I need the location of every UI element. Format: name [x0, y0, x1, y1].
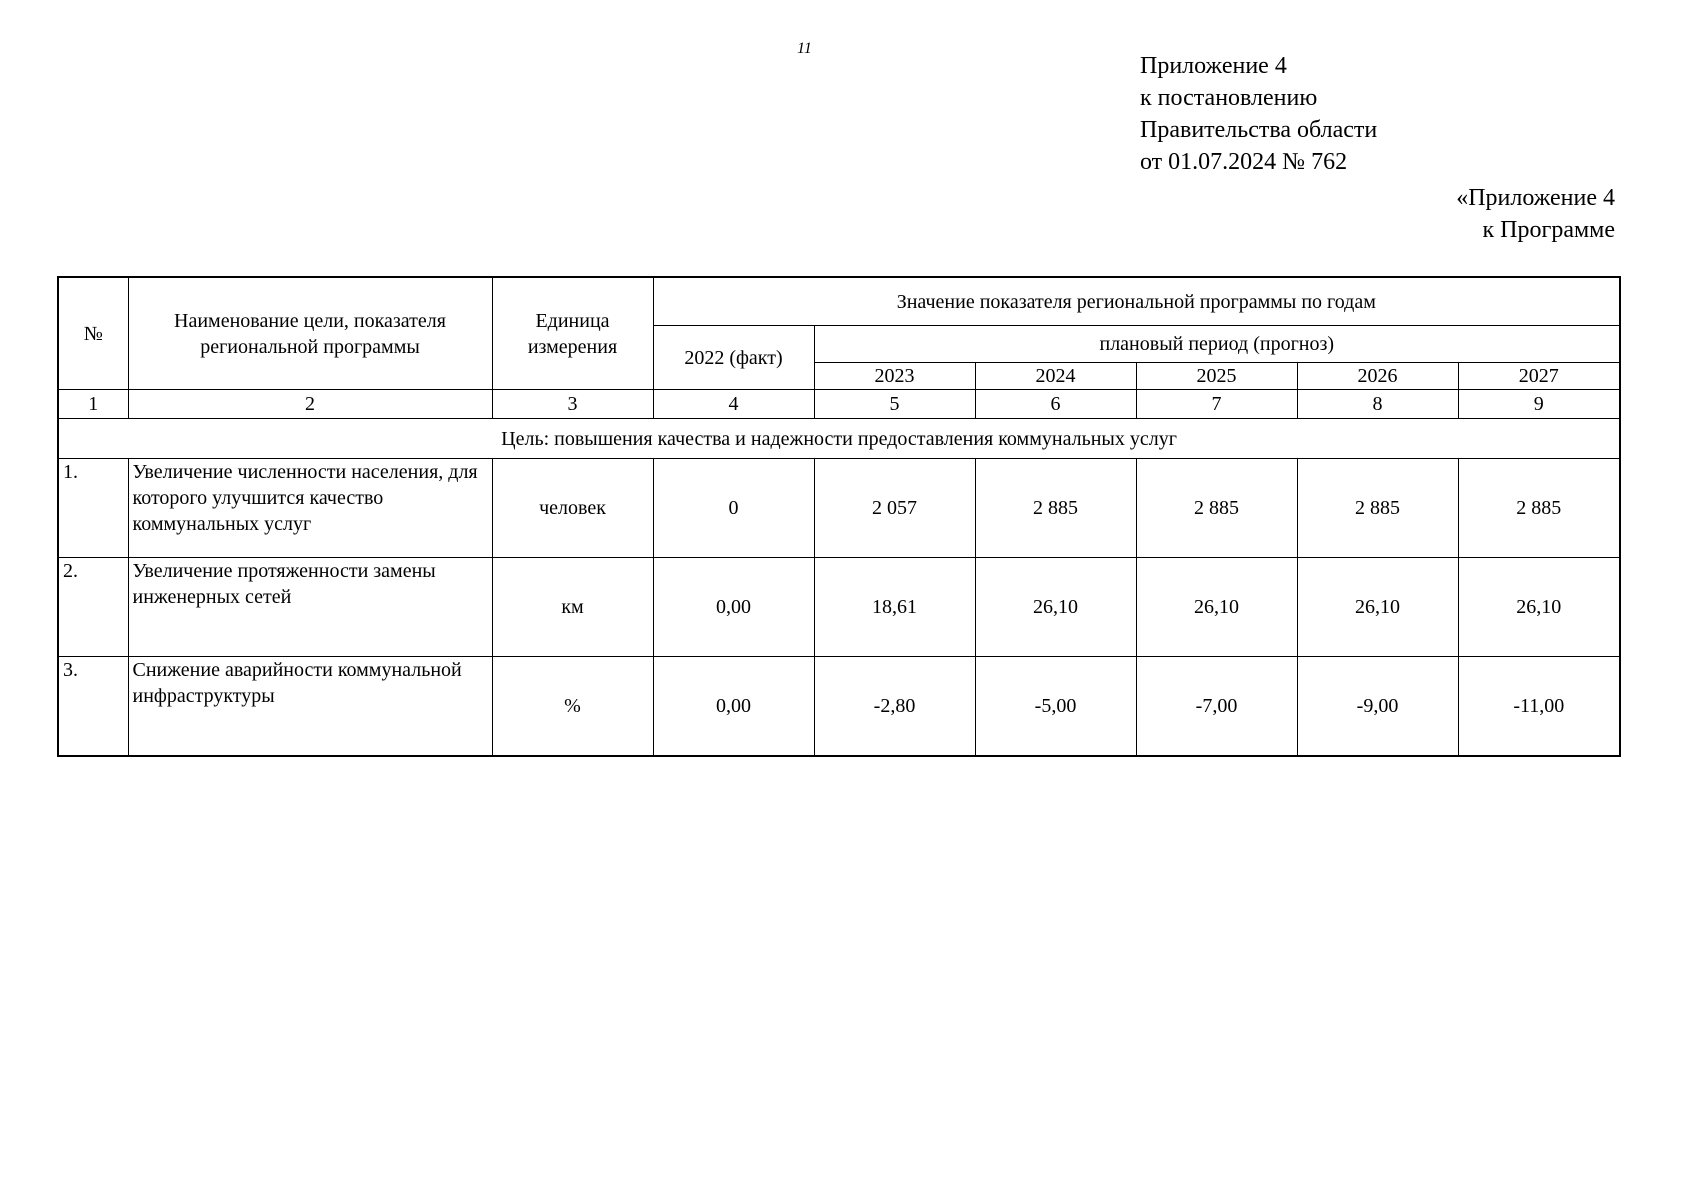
approval-line: к постановлению [1140, 85, 1318, 111]
row-value: -9,00 [1297, 657, 1458, 757]
row-number: 1. [58, 459, 128, 558]
column-number: 4 [653, 390, 814, 419]
row-value: -7,00 [1136, 657, 1297, 757]
annex-line: «Приложение 4 [1456, 185, 1615, 211]
header-year: 2023 [814, 363, 975, 390]
column-number: 1 [58, 390, 128, 419]
approval-line: Правительства области [1140, 117, 1378, 143]
row-value: 2 885 [1458, 459, 1620, 558]
row-value: -11,00 [1458, 657, 1620, 757]
goal-row: Цель: повышения качества и надежности предоставления коммунальных услуг [58, 419, 1620, 459]
approval-block [1140, 50, 1377, 178]
annex-block [1456, 182, 1615, 246]
header-year: 2024 [975, 363, 1136, 390]
header-name: Наименование цели, показателя региональной программы [128, 277, 492, 390]
row-name: Снижение аварийности коммунальной инфраструктуры [128, 657, 492, 757]
header-year: 2026 [1297, 363, 1458, 390]
header-year: 2027 [1458, 363, 1620, 390]
page-number: 11 [797, 40, 812, 57]
row-number: 3. [58, 657, 128, 757]
row-name: Увеличение протяженности замены инженерных сетей [128, 558, 492, 657]
row-number: 2. [58, 558, 128, 657]
header-values-group: Значение показателя региональной программы по годам [653, 277, 1620, 326]
row-unit: % [492, 657, 653, 757]
annex-line: к Программе [1482, 217, 1615, 243]
row-value: 26,10 [1297, 558, 1458, 657]
header-year: 2025 [1136, 363, 1297, 390]
row-fact: 0,00 [653, 657, 814, 757]
header-fact-year: 2022 (факт) [653, 326, 814, 390]
table-row [58, 459, 1620, 558]
column-number: 9 [1458, 390, 1620, 419]
row-name: Увеличение численности населения, для которого улучшится качество коммунальных услуг [128, 459, 492, 558]
column-number: 6 [975, 390, 1136, 419]
row-value: 26,10 [1136, 558, 1297, 657]
column-number: 7 [1136, 390, 1297, 419]
header-num: № [58, 277, 128, 390]
indicators-table [57, 276, 1621, 757]
column-number: 8 [1297, 390, 1458, 419]
approval-line: от 01.07.2024 № 762 [1140, 149, 1348, 175]
row-value: -5,00 [975, 657, 1136, 757]
column-number: 2 [128, 390, 492, 419]
row-value: 18,61 [814, 558, 975, 657]
row-fact: 0 [653, 459, 814, 558]
approval-line: Приложение 4 [1140, 53, 1287, 79]
header-unit: Единица измерения [492, 277, 653, 390]
row-value: 2 885 [975, 459, 1136, 558]
row-value: 26,10 [975, 558, 1136, 657]
column-number: 5 [814, 390, 975, 419]
row-unit: км [492, 558, 653, 657]
table-row [58, 657, 1620, 757]
row-value: 2 057 [814, 459, 975, 558]
row-fact: 0,00 [653, 558, 814, 657]
row-value: 26,10 [1458, 558, 1620, 657]
row-value: -2,80 [814, 657, 975, 757]
row-unit: человек [492, 459, 653, 558]
table-row [58, 558, 1620, 657]
row-value: 2 885 [1136, 459, 1297, 558]
header-plan-group: плановый период (прогноз) [814, 326, 1620, 363]
row-value: 2 885 [1297, 459, 1458, 558]
column-number: 3 [492, 390, 653, 419]
